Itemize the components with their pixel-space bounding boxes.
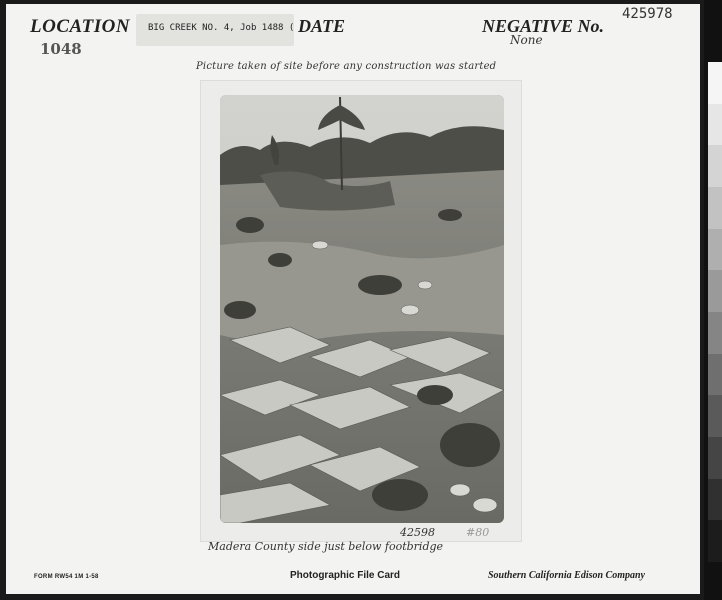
print-number-handwritten: 42598 — [400, 526, 435, 539]
landscape-photo-image — [220, 95, 504, 523]
negative-value-handwritten: None — [510, 33, 543, 47]
job-label-sticker — [136, 14, 294, 46]
date-label: DATE — [298, 16, 346, 36]
negative-number: 425978 — [622, 6, 673, 22]
job-label-text: BIG CREEK NO. 4, Job 1488 ( — [148, 23, 295, 33]
print-tag-handwritten: #80 — [466, 526, 490, 539]
location-label: LOCATION — [30, 16, 131, 37]
gray-scale-strip — [708, 62, 722, 562]
landscape-photo — [220, 95, 504, 523]
caption-bottom-handwritten: Madera County side just below footbridge — [208, 540, 444, 553]
card-title: Photographic File Card — [290, 570, 401, 581]
location-number: 1048 — [40, 40, 82, 58]
company-name: Southern California Edison Company — [488, 570, 645, 581]
form-code: FORM RW54 1M 1-58 — [34, 574, 99, 580]
negative-label: NEGATIVE No. — [482, 16, 605, 36]
caption-top-handwritten: Picture taken of site before any construction was started — [196, 61, 497, 72]
